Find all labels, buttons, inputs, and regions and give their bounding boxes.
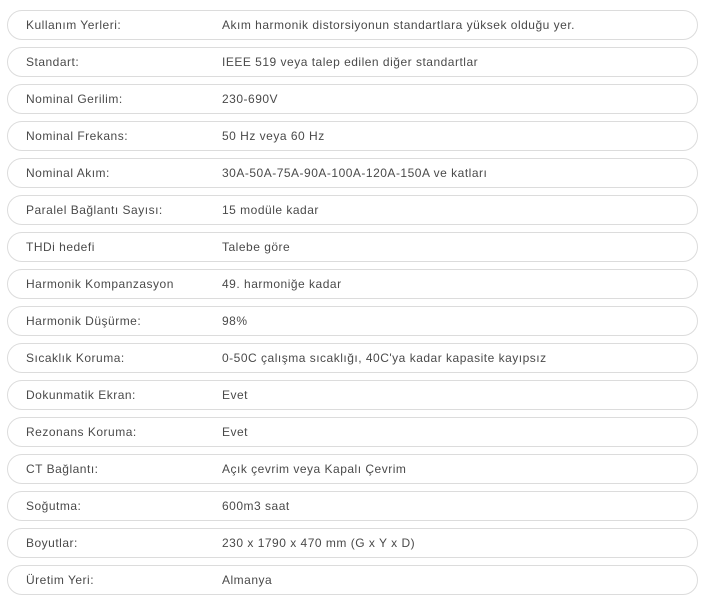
spec-row-harmonik-dusurme (7, 306, 698, 336)
spec-label: Soğutma: (26, 499, 82, 513)
spec-row-standart (7, 47, 698, 77)
spec-row-thdi-hedefi (7, 232, 698, 262)
spec-label: Üretim Yeri: (26, 573, 95, 587)
spec-label: Paralel Bağlantı Sayısı: (26, 203, 163, 217)
spec-row-uretim-yeri (7, 565, 698, 595)
spec-label: Kullanım Yerleri: (26, 18, 122, 32)
spec-row-sogutma (7, 491, 698, 521)
spec-label: Nominal Frekans: (26, 129, 129, 143)
spec-row-ct-baglanti (7, 454, 698, 484)
spec-value: 0-50C çalışma sıcaklığı, 40C'ya kadar kapasite kayıpsız (222, 351, 547, 365)
spec-row-rezonans-koruma (7, 417, 698, 447)
spec-row-dokunmatik-ekran (7, 380, 698, 410)
spec-label: THDi hedefi (26, 240, 95, 254)
spec-label: CT Bağlantı: (26, 462, 99, 476)
spec-value: 49. harmoniğe kadar (222, 277, 342, 291)
spec-row-sicaklik-koruma (7, 343, 698, 373)
spec-value: Almanya (222, 573, 273, 587)
spec-row-kullanim-yerleri (7, 10, 698, 40)
spec-value: Açık çevrim veya Kapalı Çevrim (222, 462, 407, 476)
spec-label: Boyutlar: (26, 536, 78, 550)
spec-value: 15 modüle kadar (222, 203, 319, 217)
spec-value: 230 x 1790 x 470 mm (G x Y x D) (222, 536, 416, 550)
spec-value: Akım harmonik distorsiyonun standartlara yüksek olduğu yer. (222, 18, 575, 32)
spec-label: Nominal Akım: (26, 166, 110, 180)
spec-label: Rezonans Koruma: (26, 425, 137, 439)
spec-value: 50 Hz veya 60 Hz (222, 129, 325, 143)
spec-value: Evet (222, 425, 249, 439)
spec-label: Sıcaklık Koruma: (26, 351, 125, 365)
spec-value: 98% (222, 314, 248, 328)
spec-value: Evet (222, 388, 249, 402)
spec-row-harmonik-kompanzasyon (7, 269, 698, 299)
spec-value: Talebe göre (222, 240, 291, 254)
spec-value: 600m3 saat (222, 499, 290, 513)
spec-row-nominal-gerilim (7, 84, 698, 114)
spec-value: 230-690V (222, 92, 279, 106)
spec-label: Standart: (26, 55, 80, 69)
spec-row-nominal-frekans (7, 121, 698, 151)
spec-label: Nominal Gerilim: (26, 92, 123, 106)
spec-row-paralel-baglanti (7, 195, 698, 225)
spec-row-nominal-akim (7, 158, 698, 188)
spec-label: Dokunmatik Ekran: (26, 388, 136, 402)
spec-value: IEEE 519 veya talep edilen diğer standartlar (222, 55, 479, 69)
spec-row-boyutlar (7, 528, 698, 558)
spec-value: 30A-50A-75A-90A-100A-120A-150A ve katları (222, 166, 488, 180)
spec-label: Harmonik Kompanzasyon (26, 277, 174, 291)
spec-label: Harmonik Düşürme: (26, 314, 142, 328)
